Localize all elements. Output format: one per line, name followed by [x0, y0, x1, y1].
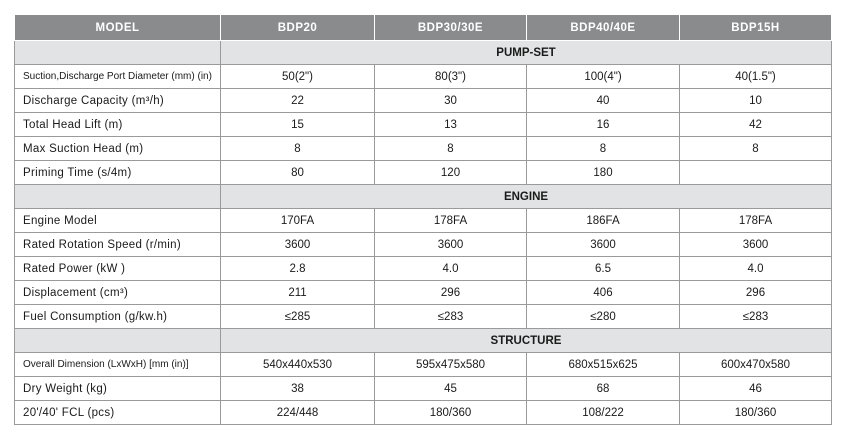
cell: 600x470x580 [680, 353, 832, 377]
table-row [15, 233, 832, 257]
table-row [15, 305, 832, 329]
cell: 224/448 [221, 401, 375, 425]
cell: 2.8 [221, 257, 375, 281]
table-row [15, 65, 832, 89]
cell [680, 161, 832, 185]
cell: 3600 [680, 233, 832, 257]
cell: 8 [221, 137, 375, 161]
cell: 186FA [527, 209, 680, 233]
cell: 8 [527, 137, 680, 161]
cell: 80(3") [375, 65, 527, 89]
cell: 180/360 [375, 401, 527, 425]
cell: 120 [375, 161, 527, 185]
cell: 180/360 [680, 401, 832, 425]
table-row [15, 353, 832, 377]
row-label: Fuel Consumption (g/kw.h) [15, 305, 221, 329]
header-bdp30: BDP30/30E [375, 15, 527, 41]
cell: 80 [221, 161, 375, 185]
header-model: MODEL [15, 15, 221, 41]
cell: 40(1.5") [680, 65, 832, 89]
cell: 406 [527, 281, 680, 305]
section-structure [15, 329, 832, 353]
cell: ≤283 [680, 305, 832, 329]
cell: 10 [680, 89, 832, 113]
cell: 108/222 [527, 401, 680, 425]
cell: 170FA [221, 209, 375, 233]
cell: 100(4") [527, 65, 680, 89]
cell: 68 [527, 377, 680, 401]
row-label: Dry Weight (kg) [15, 377, 221, 401]
cell: 13 [375, 113, 527, 137]
header-bdp40: BDP40/40E [527, 15, 680, 41]
cell: 540x440x530 [221, 353, 375, 377]
cell: 38 [221, 377, 375, 401]
cell: 50(2") [221, 65, 375, 89]
cell: 3600 [221, 233, 375, 257]
section-title: STRUCTURE [221, 329, 832, 353]
row-label: Engine Model [15, 209, 221, 233]
cell: 8 [680, 137, 832, 161]
cell: 45 [375, 377, 527, 401]
row-label: Priming Time (s/4m) [15, 161, 221, 185]
row-label: Total Head Lift (m) [15, 113, 221, 137]
cell: 178FA [375, 209, 527, 233]
table-row [15, 209, 832, 233]
spec-table [14, 14, 832, 425]
cell: 40 [527, 89, 680, 113]
cell: 3600 [375, 233, 527, 257]
section-title: PUMP-SET [221, 41, 832, 65]
cell: 595x475x580 [375, 353, 527, 377]
cell: 296 [375, 281, 527, 305]
table-row [15, 377, 832, 401]
cell: ≤283 [375, 305, 527, 329]
cell: 680x515x625 [527, 353, 680, 377]
cell: 180 [527, 161, 680, 185]
row-label: Suction,Discharge Port Diameter (mm) (in) [15, 65, 221, 89]
row-label: Discharge Capacity (m³/h) [15, 89, 221, 113]
row-label: Rated Power (kW ) [15, 257, 221, 281]
cell: ≤285 [221, 305, 375, 329]
cell: ≤280 [527, 305, 680, 329]
cell: 178FA [680, 209, 832, 233]
cell: 30 [375, 89, 527, 113]
cell: 16 [527, 113, 680, 137]
table-row [15, 401, 832, 425]
cell: 8 [375, 137, 527, 161]
cell: 15 [221, 113, 375, 137]
table-row [15, 257, 832, 281]
cell: 22 [221, 89, 375, 113]
spec-table-container [14, 14, 831, 425]
header-bdp20: BDP20 [221, 15, 375, 41]
row-label: Displacement (cm³) [15, 281, 221, 305]
cell: 211 [221, 281, 375, 305]
table-row [15, 113, 832, 137]
cell: 4.0 [680, 257, 832, 281]
table-row [15, 281, 832, 305]
cell: 296 [680, 281, 832, 305]
row-label: Rated Rotation Speed (r/min) [15, 233, 221, 257]
table-row [15, 89, 832, 113]
header-bdp15h: BDP15H [680, 15, 832, 41]
section-engine [15, 185, 832, 209]
table-row [15, 161, 832, 185]
cell: 6.5 [527, 257, 680, 281]
row-label: Overall Dimension (LxWxH) [mm (in)] [15, 353, 221, 377]
cell: 42 [680, 113, 832, 137]
cell: 3600 [527, 233, 680, 257]
section-title: ENGINE [221, 185, 832, 209]
header-row [15, 15, 832, 41]
table-row [15, 137, 832, 161]
section-pump-set [15, 41, 832, 65]
row-label: Max Suction Head (m) [15, 137, 221, 161]
row-label: 20'/40' FCL (pcs) [15, 401, 221, 425]
cell: 46 [680, 377, 832, 401]
cell: 4.0 [375, 257, 527, 281]
